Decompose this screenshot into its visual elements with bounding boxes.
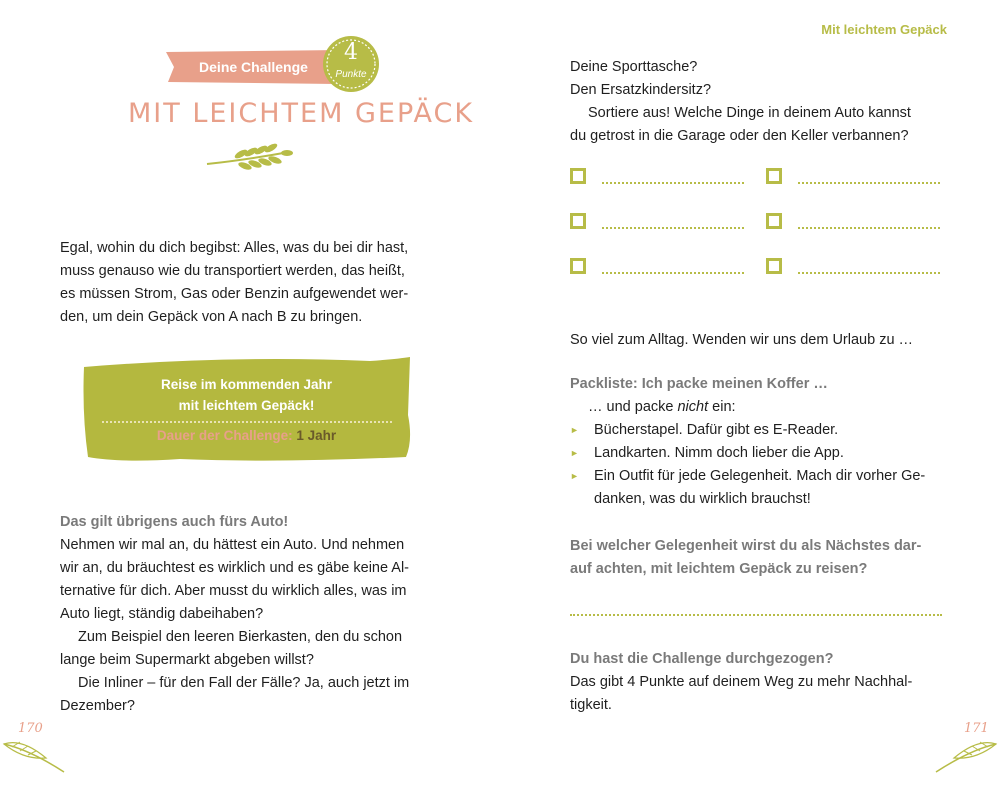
page-number-left: 170 — [18, 721, 43, 736]
checkbox[interactable] — [766, 258, 782, 274]
checkbox[interactable] — [570, 168, 586, 184]
alltag-text: So viel zum Alltag. Wenden wir uns dem Urlaub zu … — [570, 332, 914, 348]
packliste-subline: … und packe nicht ein: — [588, 399, 736, 415]
write-line[interactable] — [798, 272, 940, 274]
challenge-banner-label: Deine Challenge — [199, 59, 308, 75]
checkbox[interactable] — [766, 168, 782, 184]
write-line[interactable] — [602, 227, 744, 229]
packliste-section: Packliste: Ich packe meinen Koffer … … und packe nicht ein: ► Bücherstapel. Dafür gibt es E-Reader. ► Landkarten. Nimm doch lieber die App. ► Ein Outfit für jede Gelegenheit. Mach dir vorher Ge- danken, was du wirklich brauchst! — [570, 373, 960, 511]
challenge-duration: Dauer der Challenge: 1 Jahr — [156, 428, 337, 443]
done-heading: Du hast die Challenge durchgezogen? — [570, 651, 834, 667]
page-number-right: 171 — [964, 721, 989, 736]
write-line[interactable] — [602, 182, 744, 184]
points-label: Punkte — [335, 69, 367, 80]
checkbox[interactable] — [570, 213, 586, 229]
auto-heading: Das gilt übrigens auch fürs Auto! — [60, 514, 289, 530]
intro-paragraph: Egal, wohin du dich begibst: Alles, was du bei dir hast, muss genauso wie du transportiert werden, das heißt, es müssen Strom, Gas oder Benzin aufgewendet wer- den, um dein Gepäck von A nach B zu bringen. — [60, 240, 409, 325]
checkbox-row — [570, 256, 950, 278]
list-item: ► Ein Outfit für jede Gelegenheit. Mach dir vorher Ge- — [570, 465, 960, 488]
right-top-text: Deine Sporttasche? Den Ersatzkindersitz? Sortiere aus! Welche Dinge in deinem Auto kannst du getrost in die Garage oder den Keller verbannen? — [570, 59, 911, 144]
challenge-divider — [102, 421, 392, 423]
answer-line[interactable] — [570, 614, 942, 616]
checkbox[interactable] — [766, 213, 782, 229]
leaf-icon — [932, 738, 1000, 778]
running-head: Mit leichtem Gepäck — [821, 22, 947, 37]
checkbox-row — [570, 166, 950, 188]
write-line[interactable] — [798, 182, 940, 184]
points-number: 4 — [344, 40, 358, 65]
question-section: Bei welcher Gelegenheit wirst du als Nächstes dar- auf achten, mit leichtem Gepäck zu reisen? — [570, 538, 922, 577]
page-title: MIT LEICHTEM GEPÄCK — [128, 98, 475, 129]
right-page — [500, 0, 1000, 800]
sprig-icon — [205, 142, 295, 172]
write-line[interactable] — [602, 272, 744, 274]
done-section: Du hast die Challenge durchgezogen? Das gibt 4 Punkte auf deinem Weg zu mehr Nachhal- tigkeit. — [570, 648, 960, 717]
leaf-icon — [0, 738, 70, 778]
list-item: ► Bücherstapel. Dafür gibt es E-Reader. — [570, 419, 960, 442]
list-item: ► Landkarten. Nimm doch lieber die App. — [570, 442, 960, 465]
checkbox[interactable] — [570, 258, 586, 274]
checkbox-row — [570, 211, 950, 233]
write-line[interactable] — [798, 227, 940, 229]
auto-section: Das gilt übrigens auch fürs Auto! Nehmen wir mal an, du hättest ein Auto. Und nehmen wir an, du bräuchtest es wirklich und es gäbe keine Al- ternative für dich. Aber musst du wirklich alles, was im Auto liegt, ständig dabeihaben? Zum Beispiel den leeren Bierkasten, den du schon lange beim Supermarkt abgeben willst? Die Inliner – für den Fall der Fälle? Ja, auch jetzt im Dezember? — [60, 511, 450, 718]
challenge-line-2: mit leichtem Gepäck! — [178, 398, 315, 413]
challenge-line-1: Reise im kommenden Jahr — [160, 377, 333, 392]
packliste-heading: Packliste: Ich packe meinen Koffer … — [570, 376, 828, 392]
packliste-list — [570, 419, 960, 488]
